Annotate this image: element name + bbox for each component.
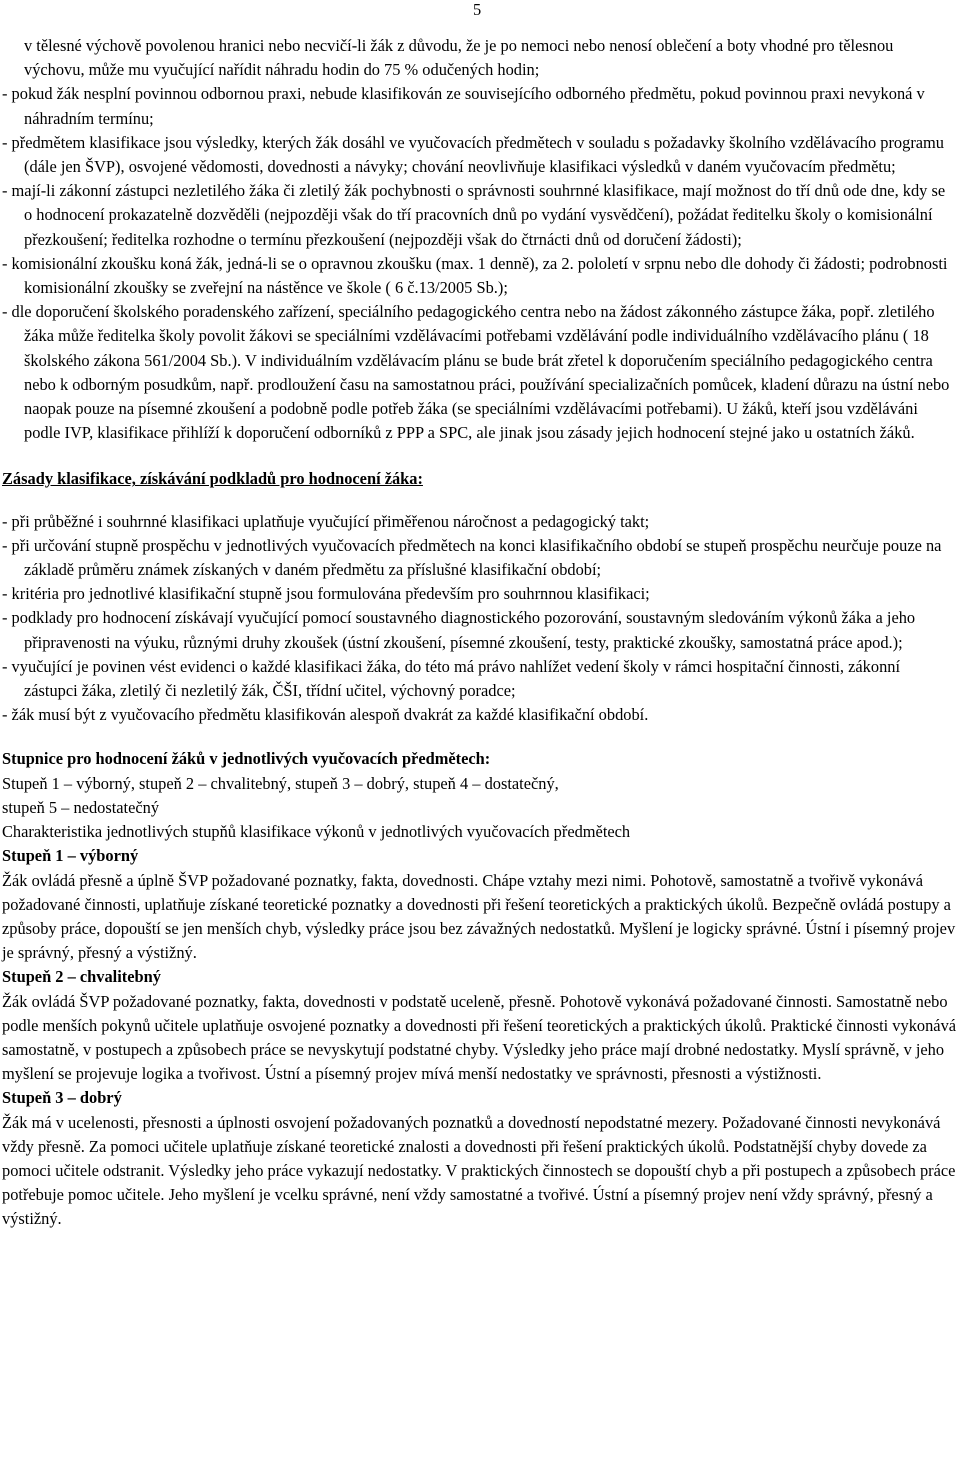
grade-title: Stupeň 2 – chvalitebný	[2, 967, 161, 987]
list-item: - při určování stupně prospěchu v jednotlivých vyučovacích předmětech na konci klasifikačního období se stupeň prospěchu neurčuje pouze na základě průměru známek získaných v daném předmětu za příslušné klasifikační období;	[2, 535, 942, 580]
intro-continuation: v tělesné výchově povolenou hranici nebo necvičí-li žák z důvodu, že je po nemoci nebo nenosí oblečení a boty vhodné pro tělesnou výchovu, může mu vyučující nařídit náhradu hodin do 75 % odučených hodin;	[24, 36, 894, 80]
list-item: - dle doporučení školského poradenského zařízení, speciálního pedagogického centra nebo na žádost zákonného zástupce žáka, popř. zletilého žáka může ředitelka školy povolit žákovi se speciálními vzdělávacími potřebami vzdělávání podle individuálního vzdělávacího plánu ( 18 školského zákona 561/2004 Sb.). V individuálním vzdělávacím plánu se bude brát zřetel k doporučením speciálního pedagogického centra nebo k odborným posudkům, např. prodloužení času na samostatnou práci, používání specializačních pomůcek, kladení důrazu na ústní nebo naopak pouze na písemné zkoušení a podobně podle potřeb žáka (se speciálními vzdělávacími potřebami). U žáků, kteří jsou vzděláváni podle IVP, klasifikace přihlíží k doporučení odborníků z PPP a SPC, ale jinak jsou zásady jejich hodnocení stejné jako u ostatních žáků.	[2, 302, 950, 443]
list-item: - žák musí být z vyučovacího předmětu klasifikován alespoň dvakrát za každé klasifikační období.	[2, 705, 649, 725]
grade-title: Stupeň 3 – dobrý	[2, 1088, 122, 1108]
section-heading-principles: Zásady klasifikace, získávání podkladů pro hodnocení žáka:	[2, 469, 423, 489]
scale-line: stupeň 5 – nedostatečný	[2, 797, 160, 817]
list-item: - mají-li zákonní zástupci nezletilého žáka či zletilý žák pochybnosti o správnosti souhrnné klasifikace, mají možnost do tří dnů ode dne, kdy se o hodnocení prokazatelně dozvěděli (nejpozději však do tří pracovních dnů po vydání vysvědčení), požádat ředitelku školy o komisionální přezkoušení; ředitelka rozhodne o termínu přezkoušení (nejpozději však do čtrnácti dnů od doručení žádosti);	[2, 181, 946, 249]
grade-title: Stupeň 1 – výborný	[2, 846, 139, 866]
grade-description: Žák ovládá přesně a úplně ŠVP požadované poznatky, fakta, dovednosti. Chápe vztahy mezi nimi. Pohotově, samostatně a tvořivě vykonává požadované činnosti, uplatňuje získané teoretické poznatky a dovednosti při řešení teoretických a praktických úkolů. Bezpečně ovládá postupy a způsoby práce, dopouští se jen menších chyb, výsledky práce jsou bez závažných nedostatků. Myšlení je logicky správné. Ústní i písemný projev je správný, přesný a výstižný.	[2, 870, 956, 963]
list-item: - vyučující je povinen vést evidenci o každé klasifikaci žáka, do této má právo nahlížet vedení školy v rámci hospitační činnosti, zákonní zástupci žáka, zletilý či nezletilý žák, ČŠI, třídní učitel, výchovný poradce;	[2, 656, 901, 701]
list-item: - kritéria pro jednotlivé klasifikační stupně jsou formulována především pro souhrnnou klasifikaci;	[2, 584, 650, 604]
scale-line: Stupeň 1 – výborný, stupeň 2 – chvalitebný, stupeň 3 – dobrý, stupeň 4 – dostatečný,	[2, 773, 559, 793]
grade-description: Žák ovládá ŠVP požadované poznatky, fakta, dovednosti v podstatě uceleně, přesně. Pohotově vykonává požadované činnosti. Samostatně nebo podle menších pokynů učitele uplatňuje osvojené poznatky a dovednosti při řešení teoretických a praktických úkolů. Praktické činnosti vykonává samostatně, v postupech a způsobech práce se nevyskytují podstatné chyby. Výsledky jeho práce mají drobné nedostatky. Myslí správně, v jeho myšlení se projevuje logika a tvořivost. Ústní a písemný projev mívá menší nedostatky ve správnosti, přesnosti a výstižnosti.	[2, 991, 957, 1084]
section-heading-scale: Stupnice pro hodnocení žáků v jednotlivých vyučovacích předmětech:	[2, 749, 491, 769]
grade-description: Žák má v ucelenosti, přesnosti a úplnosti osvojení požadovaných poznatků a dovedností nepodstatné mezery. Požadované činnosti nevykonává vždy přesně. Za pomoci učitele uplatňuje získané teoretické znalosti a dovednosti při řešení praktických úkolů. Podstatnější chyby dovede za pomoci učitele odstranit. Výsledky jeho práce vykazují nedostatky. V praktických činnostech se dopouští chyb a při postupech a způsobech práce potřebuje pomoc učitele. Jeho myšlení je vcelku správné, není vždy samostatné a tvořivé. Ústní a písemný projev není vždy správný, přesný a výstižný.	[2, 1112, 956, 1229]
list-item: - podklady pro hodnocení získávají vyučující pomocí soustavného diagnostického pozorování, soustavným sledováním výkonů žáka a jeho připravenosti na výuku, různými druhy zkoušek (ústní zkoušení, písemné zkoušení, testy, praktické zkoušky, samostatná práce apod.);	[2, 608, 916, 652]
list-item: - při průběžné i souhrnné klasifikaci uplatňuje vyučující přiměřenou náročnost a pedagogický takt;	[2, 511, 650, 531]
document-body	[2, 34, 957, 1232]
list-item: - pokud žák nesplní povinnou odbornou praxi, nebude klasifikován ze souvisejícího odborného předmětu, pokud povinnou praxi nevykoná v náhradním termínu;	[2, 84, 925, 128]
page-number: 5	[473, 0, 482, 19]
list-item: - komisionální zkoušku koná žák, jedná-li se o opravnou zkoušku (max. 1 denně), za 2. pololetí v srpnu nebo dle dohody či žádosti; podrobnosti komisionální zkoušky se zveřejní na nástěnce ve škole ( 6 č.13/2005 Sb.);	[2, 253, 948, 298]
list-item: - předmětem klasifikace jsou výsledky, kterých žák dosáhl ve vyučovacích předmětech v souladu s požadavky školního vzdělávacího programu (dále jen ŠVP), osvojené vědomosti, dovednosti a návyky; chování neovlivňuje klasifikaci výsledků v daném vyučovacím předmětu;	[2, 132, 945, 177]
scale-characteristics-title: Charakteristika jednotlivých stupňů klasifikace výkonů v jednotlivých vyučovacích předmětech	[2, 822, 631, 842]
